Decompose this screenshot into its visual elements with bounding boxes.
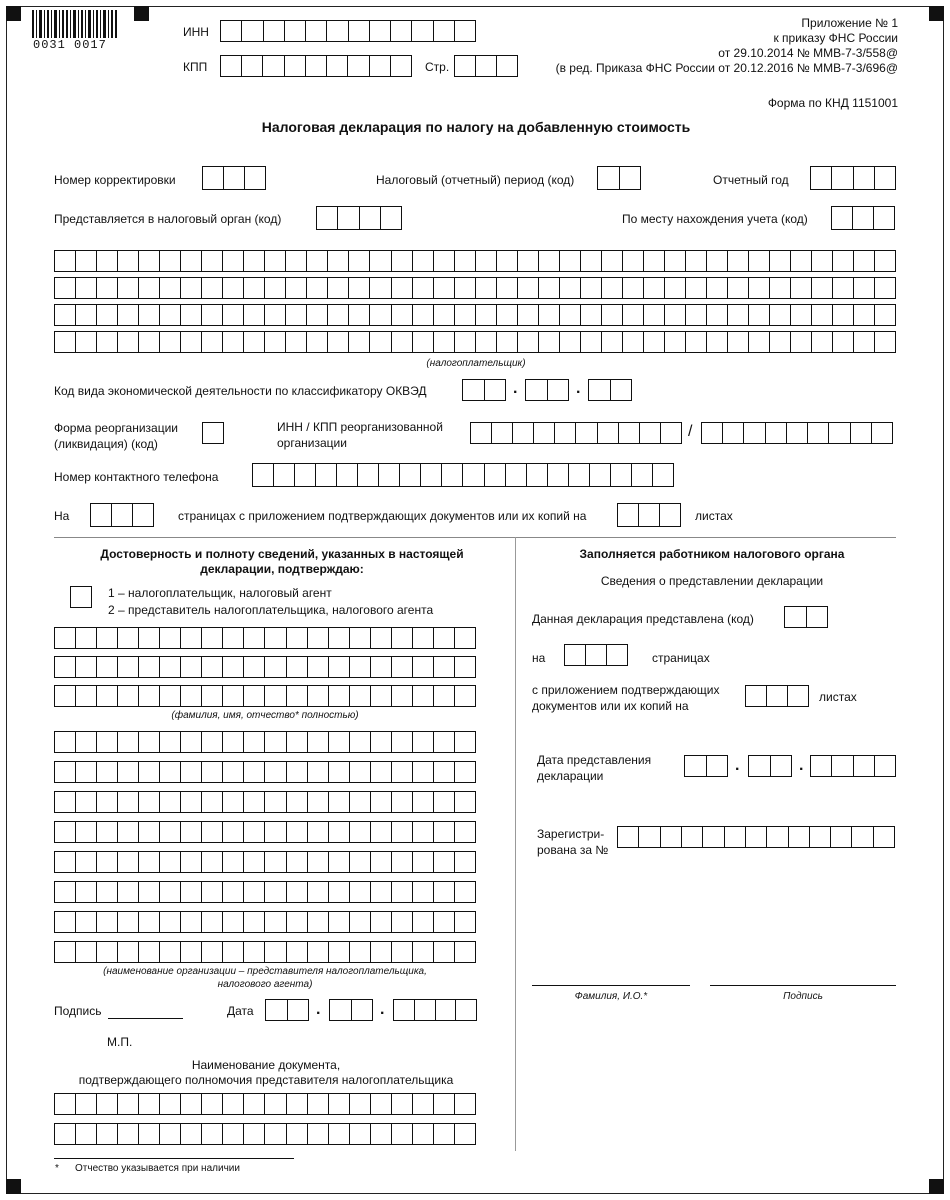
date-year-field[interactable]: [393, 999, 477, 1021]
registration-label-line: рована за №: [537, 843, 609, 857]
submitted-code-field[interactable]: [784, 606, 828, 628]
taxpayer-caption: (налогоплательщик): [426, 358, 526, 369]
correction-number-label: Номер корректировки: [54, 173, 176, 187]
date-month-field[interactable]: [329, 999, 373, 1021]
pages-text: страницах с приложением подтверждающих документов или их копий на: [178, 509, 587, 523]
reorg-form-label-line: Форма реорганизации: [54, 421, 178, 435]
section-divider: [54, 537, 896, 538]
reporting-year-label: Отчетный год: [713, 173, 789, 187]
page-label: Стр.: [425, 60, 450, 74]
place-of-registration-label: По месту нахождения учета (код): [622, 212, 808, 226]
date-label: Дата: [227, 1004, 254, 1018]
reorg-inn-field[interactable]: [470, 422, 682, 444]
doc-name-row[interactable]: [54, 1123, 476, 1145]
reorg-form-label: [54, 420, 178, 452]
signer-option-1: 1 – налогоплательщик, налоговый агент: [108, 586, 332, 600]
corner-marker-bottom-right: [929, 1179, 944, 1194]
right-signature-caption: Подпись: [783, 991, 823, 1002]
okved-label: Код вида экономической деятельности по классификатору ОКВЭД: [54, 384, 427, 398]
corner-marker-top-right: [929, 6, 944, 21]
signature-line[interactable]: [108, 1018, 183, 1019]
tax-authority-label: Представляется в налоговый орган (код): [54, 212, 282, 226]
reorg-inn-label-line: ИНН / КПП реорганизованной: [277, 420, 443, 434]
reorg-inn-label-line: организации: [277, 436, 347, 450]
org-name-row[interactable]: [54, 731, 476, 753]
org-caption-line: налогового агента): [217, 979, 313, 990]
sheets-label: листах: [695, 509, 733, 523]
reporting-year-field[interactable]: [810, 166, 896, 190]
org-name-row[interactable]: [54, 851, 476, 873]
right-pages-label: страницах: [652, 651, 710, 665]
signature-label: Подпись: [54, 1004, 102, 1018]
right-sheets-field[interactable]: [745, 685, 809, 707]
signer-option-2: 2 – представитель налогоплательщика, налогового агента: [108, 603, 434, 617]
submission-date-label-line: декларации: [537, 769, 604, 783]
okved-field-1[interactable]: [462, 379, 506, 401]
appendix-block: [556, 16, 898, 76]
fio-caption: Фамилия, И.О.*: [574, 991, 648, 1002]
okved-field-2[interactable]: [525, 379, 569, 401]
signer-type-field[interactable]: [70, 586, 92, 608]
attachments-label: [532, 682, 719, 714]
on-label: На: [54, 509, 70, 523]
attachments-label-line: с приложением подтверждающих: [532, 683, 720, 697]
doc-name-row[interactable]: [54, 1093, 476, 1115]
org-name-row[interactable]: [54, 881, 476, 903]
right-sheets-label: листах: [819, 690, 857, 704]
date-dot: .: [380, 1001, 385, 1018]
org-name-row[interactable]: [54, 911, 476, 933]
taxpayer-name-row[interactable]: [54, 250, 896, 272]
date-dot: .: [316, 1001, 321, 1018]
signer-name-row[interactable]: [54, 656, 476, 678]
okved-dot: .: [576, 380, 581, 397]
inn-label: ИНН: [183, 25, 209, 39]
appendix-line: (в ред. Приказа ФНС России от 20.12.2016 № ММВ-7-3/696@: [555, 61, 898, 75]
org-name-row[interactable]: [54, 761, 476, 783]
submission-date-label: [537, 752, 651, 784]
submission-month-field[interactable]: [748, 755, 792, 777]
doc-name-line: Наименование документа,: [191, 1058, 341, 1072]
registration-number-field[interactable]: [617, 826, 895, 848]
right-signature-line[interactable]: [710, 985, 896, 986]
left-heading-line: Достоверность и полноту сведений, указанных в настоящей: [100, 547, 464, 561]
org-name-row[interactable]: [54, 821, 476, 843]
signer-name-row[interactable]: [54, 685, 476, 707]
pages-count-field[interactable]: [90, 503, 154, 527]
right-subheading: Сведения о представлении декларации: [600, 574, 824, 588]
submitted-code-label: Данная декларация представлена (код): [532, 612, 754, 626]
corner-marker-top-center: [134, 6, 149, 21]
org-caption: [103, 965, 427, 991]
reorg-form-field[interactable]: [202, 422, 224, 444]
reorg-kpp-field[interactable]: [701, 422, 893, 444]
slash-separator: /: [688, 423, 693, 440]
attachments-label-line: документов или их копий на: [532, 699, 689, 713]
right-pages-field[interactable]: [564, 644, 628, 666]
place-of-registration-field[interactable]: [831, 206, 895, 230]
taxpayer-name-row[interactable]: [54, 331, 896, 353]
right-on-label: на: [532, 651, 546, 665]
footnote-line: [54, 1158, 294, 1159]
okved-field-3[interactable]: [588, 379, 632, 401]
name-caption: (фамилия, имя, отчество* полностью): [171, 710, 359, 721]
stamp-label: М.П.: [107, 1035, 133, 1049]
tax-authority-field[interactable]: [316, 206, 402, 230]
sheets-count-field[interactable]: [617, 503, 681, 527]
column-divider: [515, 537, 516, 1151]
registration-label: [537, 826, 608, 858]
org-name-row[interactable]: [54, 941, 476, 963]
footnote-mark: *: [55, 1163, 59, 1174]
taxpayer-name-row[interactable]: [54, 304, 896, 326]
tax-period-field[interactable]: [597, 166, 641, 190]
org-caption-line: (наименование организации – представителя налогоплательщика,: [103, 966, 427, 977]
signer-name-row[interactable]: [54, 627, 476, 649]
reorg-form-label-line: (ликвидация) (код): [54, 437, 158, 451]
footnote-text: Отчество указывается при наличии: [75, 1163, 240, 1174]
right-heading: Заполняется работником налогового органа: [579, 547, 845, 561]
taxpayer-name-row[interactable]: [54, 277, 896, 299]
okved-dot: .: [513, 380, 518, 397]
kpp-label: КПП: [183, 60, 208, 74]
doc-name-line: подтверждающего полномочия представителя налогоплательщика: [78, 1073, 454, 1087]
barcode: [32, 10, 118, 38]
tax-period-label: Налоговый (отчетный) период (код): [376, 173, 575, 187]
page-title: Налоговая декларация по налогу на добавленную стоимость: [261, 119, 691, 135]
appendix-line: Приложение № 1: [801, 16, 898, 30]
date-dot: .: [735, 757, 740, 774]
barcode-bars-icon: [32, 10, 118, 38]
corner-marker-top-left: [6, 6, 21, 21]
page-field[interactable]: [454, 55, 518, 77]
phone-field[interactable]: [252, 463, 674, 487]
submission-day-field[interactable]: [684, 755, 728, 777]
org-name-row[interactable]: [54, 791, 476, 813]
phone-label: Номер контактного телефона: [54, 470, 219, 484]
submission-year-field[interactable]: [810, 755, 896, 777]
left-heading-line: декларации, подтверждаю:: [200, 562, 364, 576]
registration-label-line: Зарегистри-: [537, 827, 605, 841]
date-dot: .: [799, 757, 804, 774]
reorg-inn-label: [277, 419, 443, 451]
appendix-line: к приказу ФНС России: [773, 31, 898, 45]
form-code: Форма по КНД 1151001: [767, 96, 898, 110]
submission-date-label-line: Дата представления: [537, 753, 652, 767]
kpp-field[interactable]: [220, 55, 412, 77]
barcode-number: 0031 0017: [33, 38, 107, 52]
doc-name-label: [79, 1058, 454, 1088]
left-heading: [100, 547, 463, 577]
correction-number-field[interactable]: [202, 166, 266, 190]
date-day-field[interactable]: [265, 999, 309, 1021]
fio-line[interactable]: [532, 985, 690, 986]
corner-marker-bottom-left: [6, 1179, 21, 1194]
inn-field[interactable]: [220, 20, 476, 42]
appendix-line: от 29.10.2014 № ММВ-7-3/558@: [718, 46, 898, 60]
